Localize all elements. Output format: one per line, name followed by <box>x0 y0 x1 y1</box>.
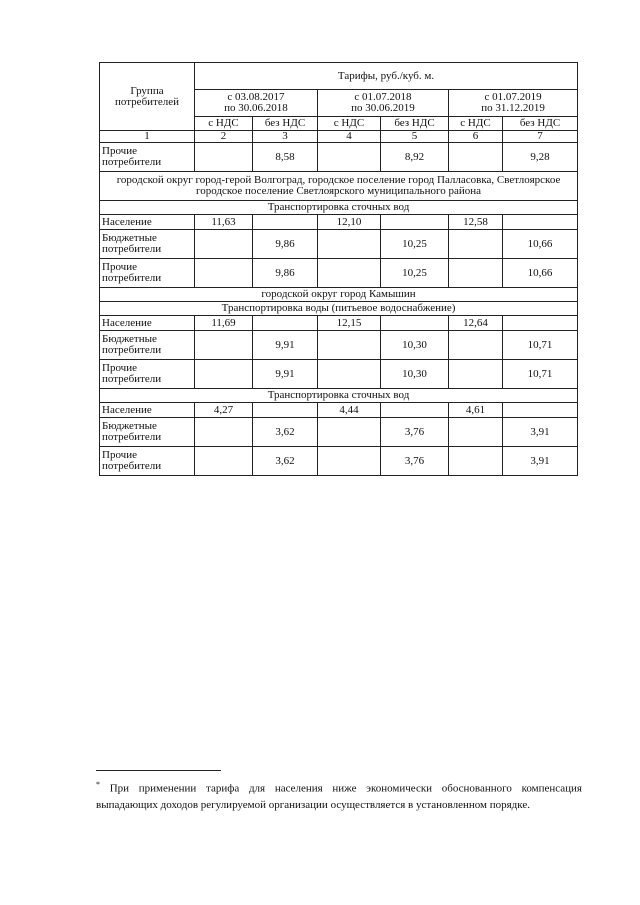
tariff-cell <box>318 447 381 476</box>
footnote-marker: * <box>96 780 100 789</box>
tariff-cell: 10,30 <box>381 331 449 360</box>
period-1 <box>195 90 318 117</box>
group-header: Группа потребителей <box>100 63 195 131</box>
table-row <box>100 230 578 259</box>
tariff-cell: 4,61 <box>449 403 503 418</box>
section-title-volgograd: городской округ город-герой Волгоград, городское поселение город Палласовка, Светлоярское городское поселение Светлоярского муниципального района <box>100 172 578 201</box>
tariff-cell <box>318 418 381 447</box>
table-row <box>100 316 578 331</box>
tariff-cell <box>503 316 578 331</box>
tariff-cell <box>318 143 381 172</box>
tariff-cell: 8,58 <box>253 143 318 172</box>
consumer-label: Бюджетные потребители <box>100 331 195 360</box>
tariff-cell <box>381 403 449 418</box>
subsection-row <box>100 389 578 403</box>
table-row <box>100 259 578 288</box>
table-row <box>100 215 578 230</box>
tariff-cell <box>503 215 578 230</box>
tariff-cell: 3,62 <box>253 447 318 476</box>
tariff-cell: 9,91 <box>253 360 318 389</box>
col-number: 6 <box>449 131 503 143</box>
period-3 <box>449 90 578 117</box>
vat-without-1: без НДС <box>253 117 318 131</box>
col-number: 7 <box>503 131 578 143</box>
tariff-cell <box>195 230 253 259</box>
tariff-cell: 12,64 <box>449 316 503 331</box>
period-1-end: по 30.06.2018 <box>224 102 288 114</box>
tariff-cell: 10,30 <box>381 360 449 389</box>
tariff-cell <box>503 403 578 418</box>
tariff-cell: 12,10 <box>318 215 381 230</box>
tariff-cell <box>195 259 253 288</box>
section-row <box>100 172 578 201</box>
table-row <box>100 331 578 360</box>
period-2 <box>318 90 449 117</box>
tariff-cell <box>449 331 503 360</box>
tariff-cell <box>318 331 381 360</box>
consumer-label: Население <box>100 215 195 230</box>
consumer-label: Прочие потребители <box>100 143 195 172</box>
consumer-label: Население <box>100 316 195 331</box>
tariff-cell: 11,69 <box>195 316 253 331</box>
subsection-sewage: Транспортировка сточных вод <box>100 389 578 403</box>
consumer-label: Бюджетные потребители <box>100 418 195 447</box>
tariff-cell <box>318 230 381 259</box>
header-row <box>100 63 578 90</box>
table-row <box>100 360 578 389</box>
tariff-cell: 3,62 <box>253 418 318 447</box>
tariff-cell <box>449 360 503 389</box>
tariff-cell: 9,91 <box>253 331 318 360</box>
period-2-start: с 01.07.2018 <box>354 91 412 103</box>
table-row <box>100 403 578 418</box>
col-number: 1 <box>100 131 195 143</box>
footnote-text: При применении тарифа для населения ниже экономически обоснованного компенсация выпадающих доходов регулируемой организации осуществляется в установленном порядке. <box>96 782 582 811</box>
tariff-cell: 10,25 <box>381 259 449 288</box>
section-title-kamyshin: городской округ город Камышин <box>100 288 578 302</box>
consumer-label: Прочие потребители <box>100 360 195 389</box>
vat-with-3: с НДС <box>449 117 503 131</box>
tariff-cell <box>449 230 503 259</box>
col-number: 3 <box>253 131 318 143</box>
tariff-cell <box>449 447 503 476</box>
vat-with-2: с НДС <box>318 117 381 131</box>
consumer-label: Бюджетные потребители <box>100 230 195 259</box>
tariff-cell: 4,44 <box>318 403 381 418</box>
tariff-cell <box>195 360 253 389</box>
tariff-cell: 10,71 <box>503 360 578 389</box>
tariff-cell <box>381 316 449 331</box>
tariff-cell: 9,86 <box>253 259 318 288</box>
tariff-cell: 12,15 <box>318 316 381 331</box>
tariff-cell: 4,27 <box>195 403 253 418</box>
period-1-start: с 03.08.2017 <box>227 91 285 103</box>
vat-without-3: без НДС <box>503 117 578 131</box>
tariff-cell <box>253 215 318 230</box>
subsection-water: Транспортировка воды (питьевое водоснабжение) <box>100 302 578 316</box>
tariff-cell <box>195 143 253 172</box>
col-number: 2 <box>195 131 253 143</box>
tariff-cell <box>449 143 503 172</box>
col-number: 4 <box>318 131 381 143</box>
consumer-label: Население <box>100 403 195 418</box>
table-row <box>100 447 578 476</box>
tariff-cell: 10,66 <box>503 230 578 259</box>
tariff-cell <box>253 316 318 331</box>
tariff-cell: 11,63 <box>195 215 253 230</box>
tariffs-table <box>99 62 578 476</box>
period-3-start: с 01.07.2019 <box>484 91 542 103</box>
tariff-cell <box>318 360 381 389</box>
tariff-cell: 3,91 <box>503 418 578 447</box>
consumer-label: Прочие потребители <box>100 259 195 288</box>
footnote <box>96 777 582 813</box>
tariff-cell: 9,28 <box>503 143 578 172</box>
col-number: 5 <box>381 131 449 143</box>
column-number-row <box>100 131 578 143</box>
tariff-cell <box>318 259 381 288</box>
subsection-sewage: Транспортировка сточных вод <box>100 201 578 215</box>
footnote-divider <box>96 770 221 771</box>
tariff-cell: 3,91 <box>503 447 578 476</box>
table-row <box>100 418 578 447</box>
period-2-end: по 30.06.2019 <box>351 102 415 114</box>
tariff-cell <box>195 331 253 360</box>
tariff-cell: 3,76 <box>381 418 449 447</box>
tariff-cell: 10,25 <box>381 230 449 259</box>
subsection-row <box>100 201 578 215</box>
tariff-cell <box>195 418 253 447</box>
period-3-end: по 31.12.2019 <box>481 102 545 114</box>
tariff-cell: 3,76 <box>381 447 449 476</box>
subsection-row <box>100 302 578 316</box>
tariff-cell <box>253 403 318 418</box>
tariff-cell <box>381 215 449 230</box>
tariff-cell: 10,71 <box>503 331 578 360</box>
vat-without-2: без НДС <box>381 117 449 131</box>
section-row <box>100 288 578 302</box>
consumer-label: Прочие потребители <box>100 447 195 476</box>
tariff-cell <box>449 418 503 447</box>
tariff-cell <box>449 259 503 288</box>
tariff-cell: 8,92 <box>381 143 449 172</box>
vat-with-1: с НДС <box>195 117 253 131</box>
tariffs-header: Тарифы, руб./куб. м. <box>195 63 578 90</box>
tariff-cell: 10,66 <box>503 259 578 288</box>
tariff-cell <box>195 447 253 476</box>
table-row <box>100 143 578 172</box>
tariff-cell: 9,86 <box>253 230 318 259</box>
tariff-cell: 12,58 <box>449 215 503 230</box>
